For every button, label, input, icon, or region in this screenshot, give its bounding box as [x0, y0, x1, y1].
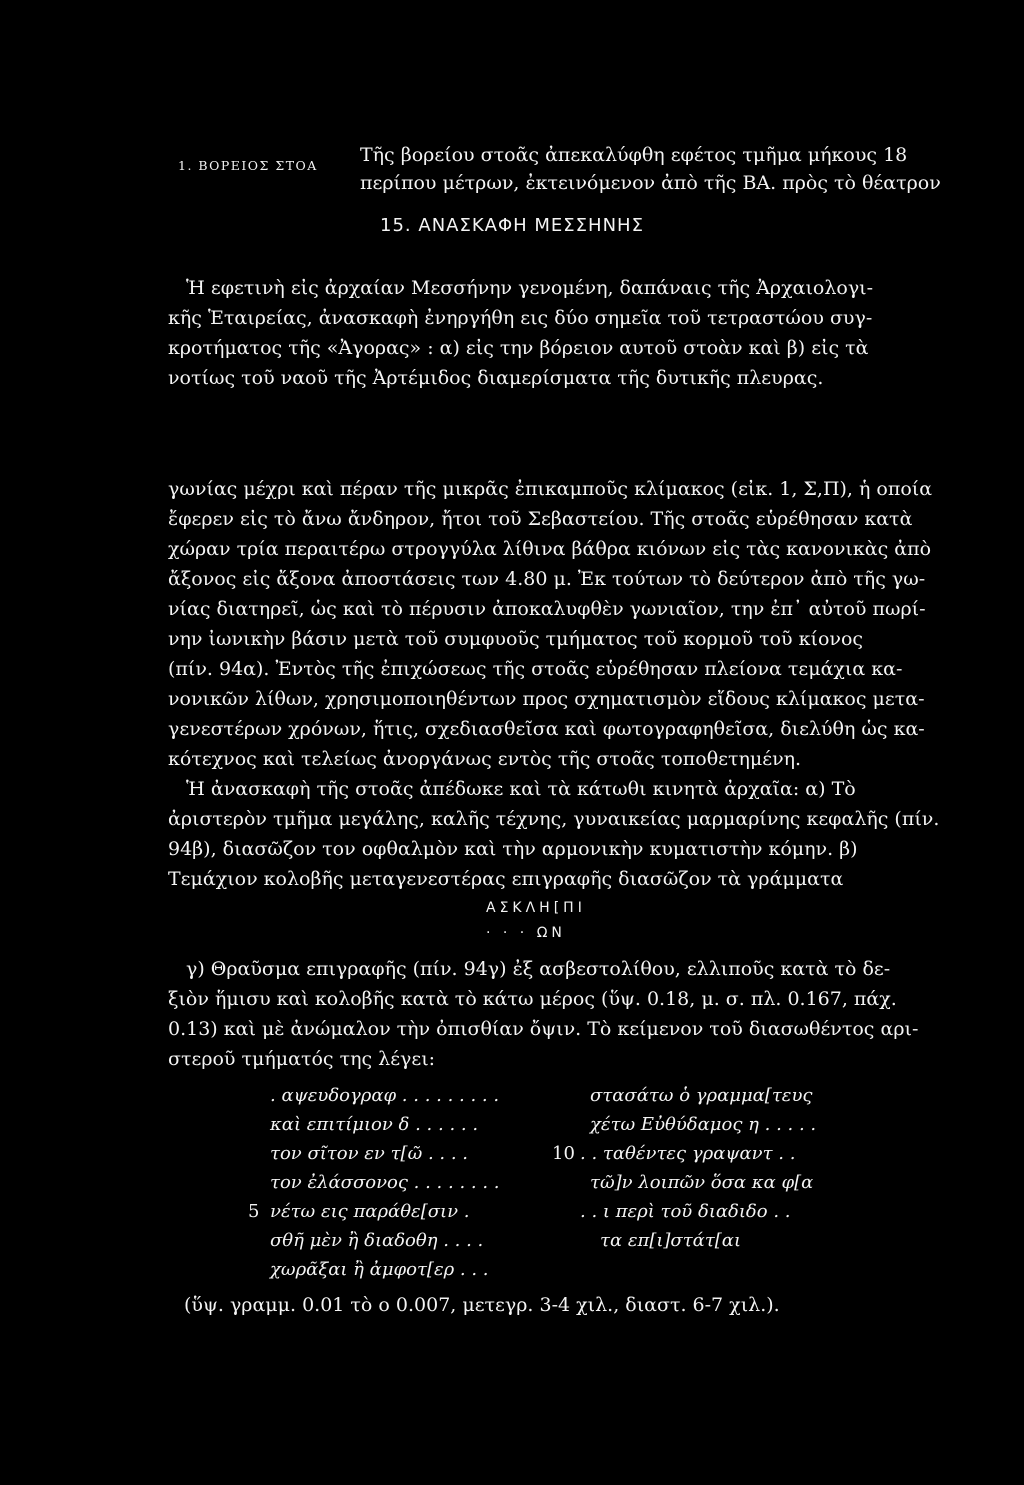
body-line: (πίν. 94α). Ἐντὸς τῆς ἐπιχώσεως τῆς στοᾶς εὑρέθησαν πλείονα τεμάχια κα-: [168, 658, 903, 680]
line-number: 5: [248, 1201, 260, 1222]
inscription-text-left: τον ἐλάσσονος . . . . . . . .: [270, 1172, 500, 1193]
finds-line: 94β), διασῶζον τον οφθαλμὸν καὶ τὴν αρμονικὴν κυματιστὴν κόμην. β): [168, 838, 858, 860]
intro-line: Ἡ εφετινὴ εἰς ἀρχαίαν Μεσσήνην γενομένη, δαπάναις τῆς Ἀρχαιολογι-: [186, 277, 874, 299]
inscription-text-left: χωρᾶξαι ἢ ἀμφοτ[ερ . . .: [270, 1259, 489, 1280]
gamma-line: 0.13) καὶ μὲ ἀνώμαλον τὴν ὀπισθίαν ὄψιν. Τὸ κείμενον τοῦ διασωθέντος αρι-: [168, 1018, 919, 1040]
inscription-text-left: νέτω εις παράθε[σιν .: [270, 1201, 470, 1222]
line-number: 10: [552, 1143, 575, 1164]
gamma-line: στεροῦ τμήματός της λέγει:: [168, 1048, 436, 1070]
section-side-label: 1. ΒΟΡΕΙΟΣ ΣΤΟΑ: [178, 158, 318, 173]
gamma-line: ξιὸν ἥμισυ καὶ κολοβῆς κατὰ τὸ κάτω μέρος (ὕψ. 0.18, μ. σ. πλ. 0.167, πάχ.: [168, 988, 897, 1010]
body-line: κότεχνος καὶ τελείως ἀνοργάνως εντὸς τῆς στοᾶς τοποθετημένη.: [168, 748, 802, 770]
inscription-line: · · · ΩΝ: [486, 925, 566, 941]
finds-line: Τεμάχιον κολοβῆς μεταγενεστέρας επιγραφῆς διασῶζον τὰ γράμματα: [168, 868, 844, 890]
inscription-text-right: τῶ]ν λοιπῶν ὅσα κα φ[α: [590, 1172, 814, 1193]
inscription-text-left: . αψευδογραφ . . . . . . . . .: [270, 1085, 500, 1106]
intro-line: κῆς Ἑταιρείας, ἀνασκαφὴ ἐνηργήθη εις δύο σημεῖα τοῦ τετραστώου συγ-: [168, 307, 873, 329]
section-heading: 15. ΑΝΑΣΚΑΦΗ ΜΕΣΣΗΝΗΣ: [380, 215, 644, 236]
body-line: νονικῶν λίθων, χρησιμοποιηθέντων προς σχηματισμὸν εἴδους κλίμακος μετα-: [168, 688, 925, 710]
finds-line: ἀριστερὸν τμῆμα μεγάλης, καλῆς τέχνης, γυναικείας μαρμαρίνης κεφαλῆς (πίν.: [168, 808, 940, 830]
intro-line: κροτήματος τῆς «Ἀγορας» : α) εἰς την βόρειον αυτοῦ στοὰν καὶ β) εἰς τὰ: [168, 337, 869, 359]
inscription-text-left: τον σῖτον εν τ[ῶ . . . .: [270, 1143, 469, 1164]
finds-line: Ἡ ἀνασκαφὴ τῆς στοᾶς ἀπέδωκε καὶ τὰ κάτωθι κινητὰ ἀρχαῖα: α) Τὸ: [186, 778, 856, 800]
body-line: γενεστέρων χρόνων, ἥτις, σχεδιασθεῖσα καὶ φωτογραφηθεῖσα, διελύθη ὡς κα-: [168, 718, 925, 740]
gamma-line: γ) Θραῦσμα επιγραφῆς (πίν. 94γ) ἐξ ασβεστολίθου, ελλιποῦς κατὰ τὸ δε-: [186, 958, 891, 980]
inscription-text-right: τα επ[ι]στάτ[αι: [600, 1230, 742, 1251]
body-line: νην ἰωνικὴν βάσιν μετὰ τοῦ συμφυοῦς τμήματος τοῦ κορμοῦ τοῦ κίονος: [168, 628, 864, 650]
inscription-text-left: σθῆ μὲν ἢ διαδοθη . . . .: [270, 1230, 484, 1251]
body-line: ἄξονος εἰς ἄξονα ἀποστάσεις των 4.80 μ. Ἐκ τούτων τὸ δεύτερον ἀπὸ τῆς γω-: [168, 568, 926, 590]
inscription-text-right: . . ι περὶ τοῦ διαδιδο . .: [580, 1201, 791, 1222]
measurements-note: (ὕψ. γραμμ. 0.01 τὸ ο 0.007, μετεγρ. 3-4 χιλ., διαστ. 6-7 χιλ.).: [184, 1294, 780, 1316]
body-line: γωνίας μέχρι καὶ πέραν τῆς μικρᾶς ἐπικαμποῦς κλίμακος (εἰκ. 1, Σ,Π), ἡ οποία: [168, 478, 933, 500]
inscription-text-right: . . ταθέντες γραψαντ . .: [580, 1143, 796, 1164]
body-line: χώραν τρία περαιτέρω στρογγύλα λίθινα βάθρα κιόνων εἰς τὰς κανονικὰς ἀπὸ: [168, 538, 932, 560]
section-first-line: Τῆς βορείου στοᾶς ἀπεκαλύφθη εφέτος τμῆμα μήκους 18: [360, 144, 908, 166]
section-first-line: περίπου μέτρων, ἐκτεινόμενον ἀπὸ τῆς ΒΑ. πρὸς τὸ θέατρον: [360, 172, 941, 194]
intro-line: νοτίως τοῦ ναοῦ τῆς Ἀρτέμιδος διαμερίσματα τῆς δυτικῆς πλευρας.: [168, 367, 824, 389]
inscription-line: ΑΣΚΛΗ[ΠΙ: [486, 900, 586, 916]
inscription-text-left: καὶ επιτίμιον δ . . . . . .: [270, 1114, 479, 1135]
inscription-text-right: στασάτω ὁ γραμμα[τευς: [590, 1085, 813, 1106]
inscription-text-right: χέτω Εὐθύδαμος η . . . . .: [590, 1114, 817, 1135]
body-line: νίας διατηρεῖ, ὡς καὶ τὸ πέρυσιν ἀποκαλυφθὲν γωνιαῖον, την ἐπ᾿ αὐτοῦ πωρί-: [168, 598, 926, 620]
body-line: ἔφερεν εἰς τὸ ἄνω ἄνδηρον, ἤτοι τοῦ Σεβαστείου. Τῆς στοᾶς εὑρέθησαν κατὰ: [168, 508, 913, 530]
